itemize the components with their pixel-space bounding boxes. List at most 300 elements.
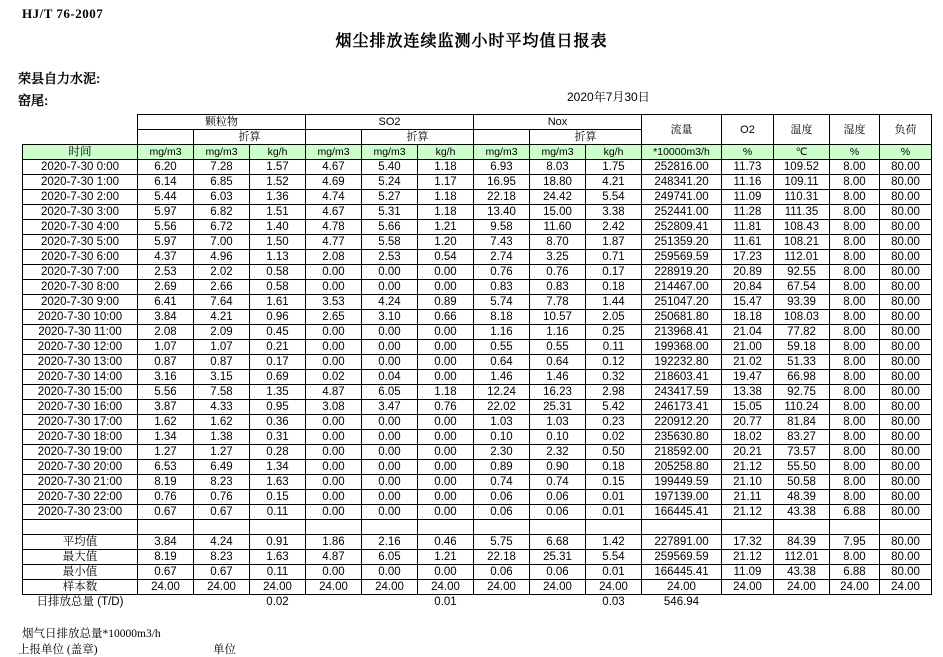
- cell-value: 8.00: [830, 325, 880, 340]
- cell-value: 2.74: [474, 250, 530, 265]
- daily-total-blank: [306, 595, 362, 610]
- cell-value: 0.18: [586, 280, 642, 295]
- cell-value: 0.25: [586, 325, 642, 340]
- cell-value: 0.66: [418, 310, 474, 325]
- cell-value: 21.12: [722, 505, 774, 520]
- cell-value: 0.45: [250, 325, 306, 340]
- cell-time: 2020-7-30 10:00: [23, 310, 138, 325]
- cell-value: 8.03: [530, 160, 586, 175]
- cell-value: 0.00: [362, 325, 418, 340]
- table-row: [23, 415, 932, 430]
- cell-value: 8.00: [830, 340, 880, 355]
- cell-time: 2020-7-30 12:00: [23, 340, 138, 355]
- cell-value: 0.12: [586, 355, 642, 370]
- summary-row-count: [23, 580, 932, 595]
- cell-value: 0.74: [474, 475, 530, 490]
- cell-value: 50.58: [774, 475, 830, 490]
- cell-value: 0.83: [474, 280, 530, 295]
- cell-value: 252441.00: [642, 205, 722, 220]
- cell-value: 3.84: [138, 310, 194, 325]
- cell-value: 80.00: [880, 400, 932, 415]
- cell-value: 8.00: [830, 220, 880, 235]
- cell-value: 252809.41: [642, 220, 722, 235]
- cell-value: 21.04: [722, 325, 774, 340]
- cell-value: 5.56: [138, 385, 194, 400]
- cell-value: 0.76: [138, 490, 194, 505]
- cell-value: 4.69: [306, 175, 362, 190]
- cell-value: 80.00: [880, 220, 932, 235]
- sub-header-pm-converted: 折算: [194, 130, 306, 145]
- daily-total-blank: [880, 595, 932, 610]
- cell-value: 0.18: [586, 460, 642, 475]
- unit-nox-conc: mg/m3: [474, 145, 530, 160]
- cell-value: 2.32: [530, 445, 586, 460]
- cell-value: 43.38: [774, 565, 830, 580]
- cell-value: 20.84: [722, 280, 774, 295]
- summary-row-min: [23, 565, 932, 580]
- cell-value: 0.06: [530, 565, 586, 580]
- cell-value: 1.75: [586, 160, 642, 175]
- cell-value: 24.00: [586, 580, 642, 595]
- cell-value: 0.67: [194, 505, 250, 520]
- spacer-cell: [362, 520, 418, 535]
- cell-value: 3.16: [138, 370, 194, 385]
- cell-value: 0.11: [250, 565, 306, 580]
- cell-value: 0.00: [418, 265, 474, 280]
- cell-value: 8.00: [830, 475, 880, 490]
- cell-value: 5.56: [138, 220, 194, 235]
- cell-time: 2020-7-30 18:00: [23, 430, 138, 445]
- cell-value: 2.02: [194, 265, 250, 280]
- cell-value: 0.00: [306, 430, 362, 445]
- spacer-cell: [774, 520, 830, 535]
- cell-value: 0.90: [530, 460, 586, 475]
- cell-value: 80.00: [880, 535, 932, 550]
- cell-value: 0.00: [362, 565, 418, 580]
- header-corner-blank: [23, 115, 138, 145]
- cell-value: 0.83: [530, 280, 586, 295]
- table-row: [23, 475, 932, 490]
- standard-code: HJ/T 76-2007: [22, 6, 104, 21]
- cell-value: 80.00: [880, 550, 932, 565]
- cell-value: 0.67: [138, 505, 194, 520]
- cell-value: 0.06: [530, 490, 586, 505]
- cell-value: 0.64: [530, 355, 586, 370]
- table-row: [23, 385, 932, 400]
- cell-value: 8.00: [830, 160, 880, 175]
- summary-row-average: [23, 535, 932, 550]
- cell-value: 259569.59: [642, 550, 722, 565]
- cell-value: 4.33: [194, 400, 250, 415]
- cell-value: 2.30: [474, 445, 530, 460]
- daily-total-blank: [530, 595, 586, 610]
- cell-value: 18.80: [530, 175, 586, 190]
- cell-value: 0.04: [362, 370, 418, 385]
- cell-value: 8.00: [830, 310, 880, 325]
- cell-value: 0.00: [362, 355, 418, 370]
- cell-value: 0.00: [418, 370, 474, 385]
- cell-value: 3.38: [586, 205, 642, 220]
- cell-value: 0.00: [418, 280, 474, 295]
- cell-value: 250681.80: [642, 310, 722, 325]
- cell-value: 24.00: [306, 580, 362, 595]
- cell-value: 80.00: [880, 295, 932, 310]
- unit-so2-conc: mg/m3: [306, 145, 362, 160]
- cell-value: 8.00: [830, 385, 880, 400]
- cell-value: 166445.41: [642, 505, 722, 520]
- daily-total-blank: [774, 595, 830, 610]
- cell-value: 25.31: [530, 550, 586, 565]
- cell-value: 55.50: [774, 460, 830, 475]
- cell-value: 24.00: [138, 580, 194, 595]
- cell-value: 6.05: [362, 385, 418, 400]
- cell-value: 108.43: [774, 220, 830, 235]
- cell-time: 2020-7-30 9:00: [23, 295, 138, 310]
- cell-value: 0.00: [362, 445, 418, 460]
- cell-value: 10.57: [530, 310, 586, 325]
- sub-header-so2-converted: 折算: [362, 130, 474, 145]
- cell-time: 2020-7-30 15:00: [23, 385, 138, 400]
- cell-time: 2020-7-30 4:00: [23, 220, 138, 235]
- cell-value: 8.00: [830, 265, 880, 280]
- cell-time: 2020-7-30 16:00: [23, 400, 138, 415]
- cell-value: 80.00: [880, 490, 932, 505]
- cell-value: 11.73: [722, 160, 774, 175]
- cell-value: 112.01: [774, 550, 830, 565]
- cell-value: 0.76: [194, 490, 250, 505]
- cell-value: 0.32: [586, 370, 642, 385]
- cell-value: 80.00: [880, 160, 932, 175]
- cell-value: 3.84: [138, 535, 194, 550]
- cell-value: 0.17: [250, 355, 306, 370]
- cell-value: 0.23: [586, 415, 642, 430]
- sub-header-nox-blank: [474, 130, 530, 145]
- cell-value: 6.53: [138, 460, 194, 475]
- unit-pm-converted: mg/m3: [194, 145, 250, 160]
- cell-value: 6.49: [194, 460, 250, 475]
- cell-time: 2020-7-30 19:00: [23, 445, 138, 460]
- cell-value: 2.53: [138, 265, 194, 280]
- table-body: [23, 160, 932, 610]
- cell-value: 1.34: [250, 460, 306, 475]
- cell-value: 8.00: [830, 190, 880, 205]
- group-header-humidity: 湿度: [830, 115, 880, 145]
- cell-value: 6.68: [530, 535, 586, 550]
- cell-value: 0.87: [138, 355, 194, 370]
- spacer-cell: [830, 520, 880, 535]
- cell-value: 2.08: [138, 325, 194, 340]
- cell-value: 1.62: [194, 415, 250, 430]
- cell-time: 2020-7-30 23:00: [23, 505, 138, 520]
- cell-value: 11.28: [722, 205, 774, 220]
- cell-value: 1.38: [194, 430, 250, 445]
- footer-total-flow-label: 烟气日排放总量*10000m3/h: [22, 628, 161, 640]
- cell-value: 0.11: [250, 505, 306, 520]
- cell-value: 24.00: [774, 580, 830, 595]
- cell-value: 80.00: [880, 340, 932, 355]
- cell-value: 0.74: [530, 475, 586, 490]
- cell-value: 0.00: [306, 340, 362, 355]
- cell-value: 109.11: [774, 175, 830, 190]
- table-row: [23, 235, 932, 250]
- cell-value: 5.58: [362, 235, 418, 250]
- cell-value: 24.00: [642, 580, 722, 595]
- cell-value: 0.00: [306, 490, 362, 505]
- cell-value: 1.18: [418, 190, 474, 205]
- cell-value: 0.67: [138, 565, 194, 580]
- cell-value: 0.06: [530, 505, 586, 520]
- cell-value: 24.00: [880, 580, 932, 595]
- cell-value: 80.00: [880, 460, 932, 475]
- footer-unit-label: 单位: [213, 644, 236, 656]
- summary-label: 最大值: [23, 550, 138, 565]
- cell-value: 0.76: [418, 400, 474, 415]
- cell-value: 9.58: [474, 220, 530, 235]
- cell-value: 0.11: [586, 340, 642, 355]
- cell-value: 1.46: [530, 370, 586, 385]
- cell-value: 3.15: [194, 370, 250, 385]
- cell-value: 1.21: [418, 550, 474, 565]
- cell-value: 110.31: [774, 190, 830, 205]
- table-row: [23, 250, 932, 265]
- spacer-cell: [418, 520, 474, 535]
- group-header-o2: O2: [722, 115, 774, 145]
- cell-value: 21.12: [722, 550, 774, 565]
- cell-value: 259569.59: [642, 250, 722, 265]
- cell-value: 2.53: [362, 250, 418, 265]
- cell-value: 80.00: [880, 175, 932, 190]
- cell-value: 1.27: [194, 445, 250, 460]
- cell-value: 111.35: [774, 205, 830, 220]
- cell-value: 0.00: [418, 490, 474, 505]
- cell-value: 6.72: [194, 220, 250, 235]
- table-row: [23, 295, 932, 310]
- cell-value: 7.43: [474, 235, 530, 250]
- cell-value: 7.58: [194, 385, 250, 400]
- spacer-cell: [880, 520, 932, 535]
- cell-value: 1.40: [250, 220, 306, 235]
- cell-value: 2.08: [306, 250, 362, 265]
- spacer-row: [23, 520, 932, 535]
- cell-value: 11.81: [722, 220, 774, 235]
- cell-value: 4.37: [138, 250, 194, 265]
- cell-value: 80.00: [880, 280, 932, 295]
- group-header-flow: 流量: [642, 115, 722, 145]
- cell-value: 21.00: [722, 340, 774, 355]
- table-row: [23, 190, 932, 205]
- cell-value: 1.63: [250, 475, 306, 490]
- cell-value: 24.00: [418, 580, 474, 595]
- cell-value: 0.00: [362, 265, 418, 280]
- cell-value: 0.00: [362, 460, 418, 475]
- cell-value: 84.39: [774, 535, 830, 550]
- cell-value: 16.23: [530, 385, 586, 400]
- cell-value: 8.19: [138, 475, 194, 490]
- cell-value: 22.18: [474, 550, 530, 565]
- cell-value: 0.96: [250, 310, 306, 325]
- cell-value: 43.38: [774, 505, 830, 520]
- cell-value: 6.88: [830, 565, 880, 580]
- cell-value: 24.00: [830, 580, 880, 595]
- cell-value: 1.03: [474, 415, 530, 430]
- cell-value: 18.02: [722, 430, 774, 445]
- cell-value: 1.16: [474, 325, 530, 340]
- cell-value: 7.64: [194, 295, 250, 310]
- cell-value: 0.02: [306, 370, 362, 385]
- cell-value: 109.52: [774, 160, 830, 175]
- cell-value: 11.60: [530, 220, 586, 235]
- daily-total-row: [23, 595, 932, 610]
- cell-value: 214467.00: [642, 280, 722, 295]
- cell-value: 0.71: [586, 250, 642, 265]
- cell-value: 13.40: [474, 205, 530, 220]
- cell-value: 1.62: [138, 415, 194, 430]
- table-row: [23, 220, 932, 235]
- cell-value: 0.10: [474, 430, 530, 445]
- cell-time: 2020-7-30 22:00: [23, 490, 138, 505]
- cell-value: 7.95: [830, 535, 880, 550]
- cell-value: 4.77: [306, 235, 362, 250]
- footer-unit-row: [18, 641, 923, 657]
- daily-total-nox: 0.03: [602, 596, 625, 608]
- cell-time: 2020-7-30 14:00: [23, 370, 138, 385]
- cell-time: 2020-7-30 5:00: [23, 235, 138, 250]
- cell-value: 1.17: [418, 175, 474, 190]
- cell-value: 0.00: [418, 325, 474, 340]
- cell-value: 1.20: [418, 235, 474, 250]
- cell-value: 252816.00: [642, 160, 722, 175]
- cell-value: 166445.41: [642, 565, 722, 580]
- group-header-so2: SO2: [306, 115, 474, 130]
- cell-value: 0.64: [474, 355, 530, 370]
- cell-value: 12.24: [474, 385, 530, 400]
- cell-value: 2.69: [138, 280, 194, 295]
- daily-total-blank: [362, 595, 418, 610]
- cell-value: 0.50: [586, 445, 642, 460]
- unit-flow: *10000m3/h: [642, 145, 722, 160]
- report-date: 2020年7月30日: [567, 90, 650, 104]
- summary-label: 平均值: [23, 535, 138, 550]
- cell-value: 0.00: [362, 475, 418, 490]
- cell-value: 4.21: [586, 175, 642, 190]
- cell-value: 80.00: [880, 415, 932, 430]
- cell-value: 6.05: [362, 550, 418, 565]
- unit-nox-rate: kg/h: [586, 145, 642, 160]
- footer-reporting-unit: 上报单位 (盖章): [18, 644, 98, 656]
- cell-value: 11.09: [722, 190, 774, 205]
- cell-value: 7.00: [194, 235, 250, 250]
- daily-total-pm: 0.02: [266, 596, 289, 608]
- sub-header-so2-blank: [306, 130, 362, 145]
- cell-value: 235630.80: [642, 430, 722, 445]
- daily-total-blank: [722, 595, 774, 610]
- cell-value: 5.54: [586, 190, 642, 205]
- cell-value: 16.95: [474, 175, 530, 190]
- cell-value: 4.24: [362, 295, 418, 310]
- table-group-header-row: [23, 115, 932, 130]
- spacer-cell: [530, 520, 586, 535]
- cell-value: 66.98: [774, 370, 830, 385]
- cell-value: 59.18: [774, 340, 830, 355]
- cell-value: 8.70: [530, 235, 586, 250]
- cell-value: 80.00: [880, 250, 932, 265]
- cell-value: 15.47: [722, 295, 774, 310]
- cell-value: 192232.80: [642, 355, 722, 370]
- cell-value: 1.42: [586, 535, 642, 550]
- cell-value: 8.00: [830, 415, 880, 430]
- table-row: [23, 280, 932, 295]
- cell-value: 2.66: [194, 280, 250, 295]
- table-row: [23, 310, 932, 325]
- unit-pm-rate: kg/h: [250, 145, 306, 160]
- cell-value: 0.28: [250, 445, 306, 460]
- cell-value: 6.14: [138, 175, 194, 190]
- cell-value: 1.35: [250, 385, 306, 400]
- cell-value: 0.00: [306, 325, 362, 340]
- unit-temperature: ℃: [774, 145, 830, 160]
- cell-value: 4.78: [306, 220, 362, 235]
- cell-value: 0.58: [250, 265, 306, 280]
- cell-time: 2020-7-30 13:00: [23, 355, 138, 370]
- spacer-cell: [722, 520, 774, 535]
- daily-total-blank: [830, 595, 880, 610]
- cell-value: 8.00: [830, 235, 880, 250]
- spacer-cell: [586, 520, 642, 535]
- cell-value: 80.00: [880, 505, 932, 520]
- spacer-cell: [250, 520, 306, 535]
- cell-value: 67.54: [774, 280, 830, 295]
- cell-time: 2020-7-30 21:00: [23, 475, 138, 490]
- cell-value: 0.00: [418, 355, 474, 370]
- cell-value: 1.86: [306, 535, 362, 550]
- cell-value: 218603.41: [642, 370, 722, 385]
- cell-value: 0.67: [194, 565, 250, 580]
- cell-value: 11.09: [722, 565, 774, 580]
- cell-value: 0.00: [418, 340, 474, 355]
- cell-value: 8.00: [830, 400, 880, 415]
- cell-value: 0.01: [586, 505, 642, 520]
- cell-value: 1.61: [250, 295, 306, 310]
- cell-value: 24.00: [722, 580, 774, 595]
- cell-value: 4.67: [306, 205, 362, 220]
- cell-value: 0.10: [530, 430, 586, 445]
- cell-value: 80.00: [880, 205, 932, 220]
- cell-value: 5.24: [362, 175, 418, 190]
- cell-value: 8.18: [474, 310, 530, 325]
- cell-value: 17.23: [722, 250, 774, 265]
- table-row: [23, 340, 932, 355]
- cell-value: 0.01: [586, 490, 642, 505]
- cell-value: 5.40: [362, 160, 418, 175]
- cell-value: 0.00: [418, 445, 474, 460]
- cell-value: 8.23: [194, 550, 250, 565]
- cell-value: 1.21: [418, 220, 474, 235]
- cell-value: 15.00: [530, 205, 586, 220]
- table-row: [23, 445, 932, 460]
- cell-value: 5.42: [586, 400, 642, 415]
- cell-value: 1.03: [530, 415, 586, 430]
- cell-value: 5.97: [138, 235, 194, 250]
- cell-value: 24.00: [530, 580, 586, 595]
- cell-value: 0.00: [362, 505, 418, 520]
- cell-value: 1.18: [418, 160, 474, 175]
- cell-time: 2020-7-30 2:00: [23, 190, 138, 205]
- cell-value: 6.93: [474, 160, 530, 175]
- table-row: [23, 160, 932, 175]
- cell-value: 8.00: [830, 370, 880, 385]
- cell-value: 6.41: [138, 295, 194, 310]
- daily-total-label: 日排放总量 (T/D): [36, 596, 124, 608]
